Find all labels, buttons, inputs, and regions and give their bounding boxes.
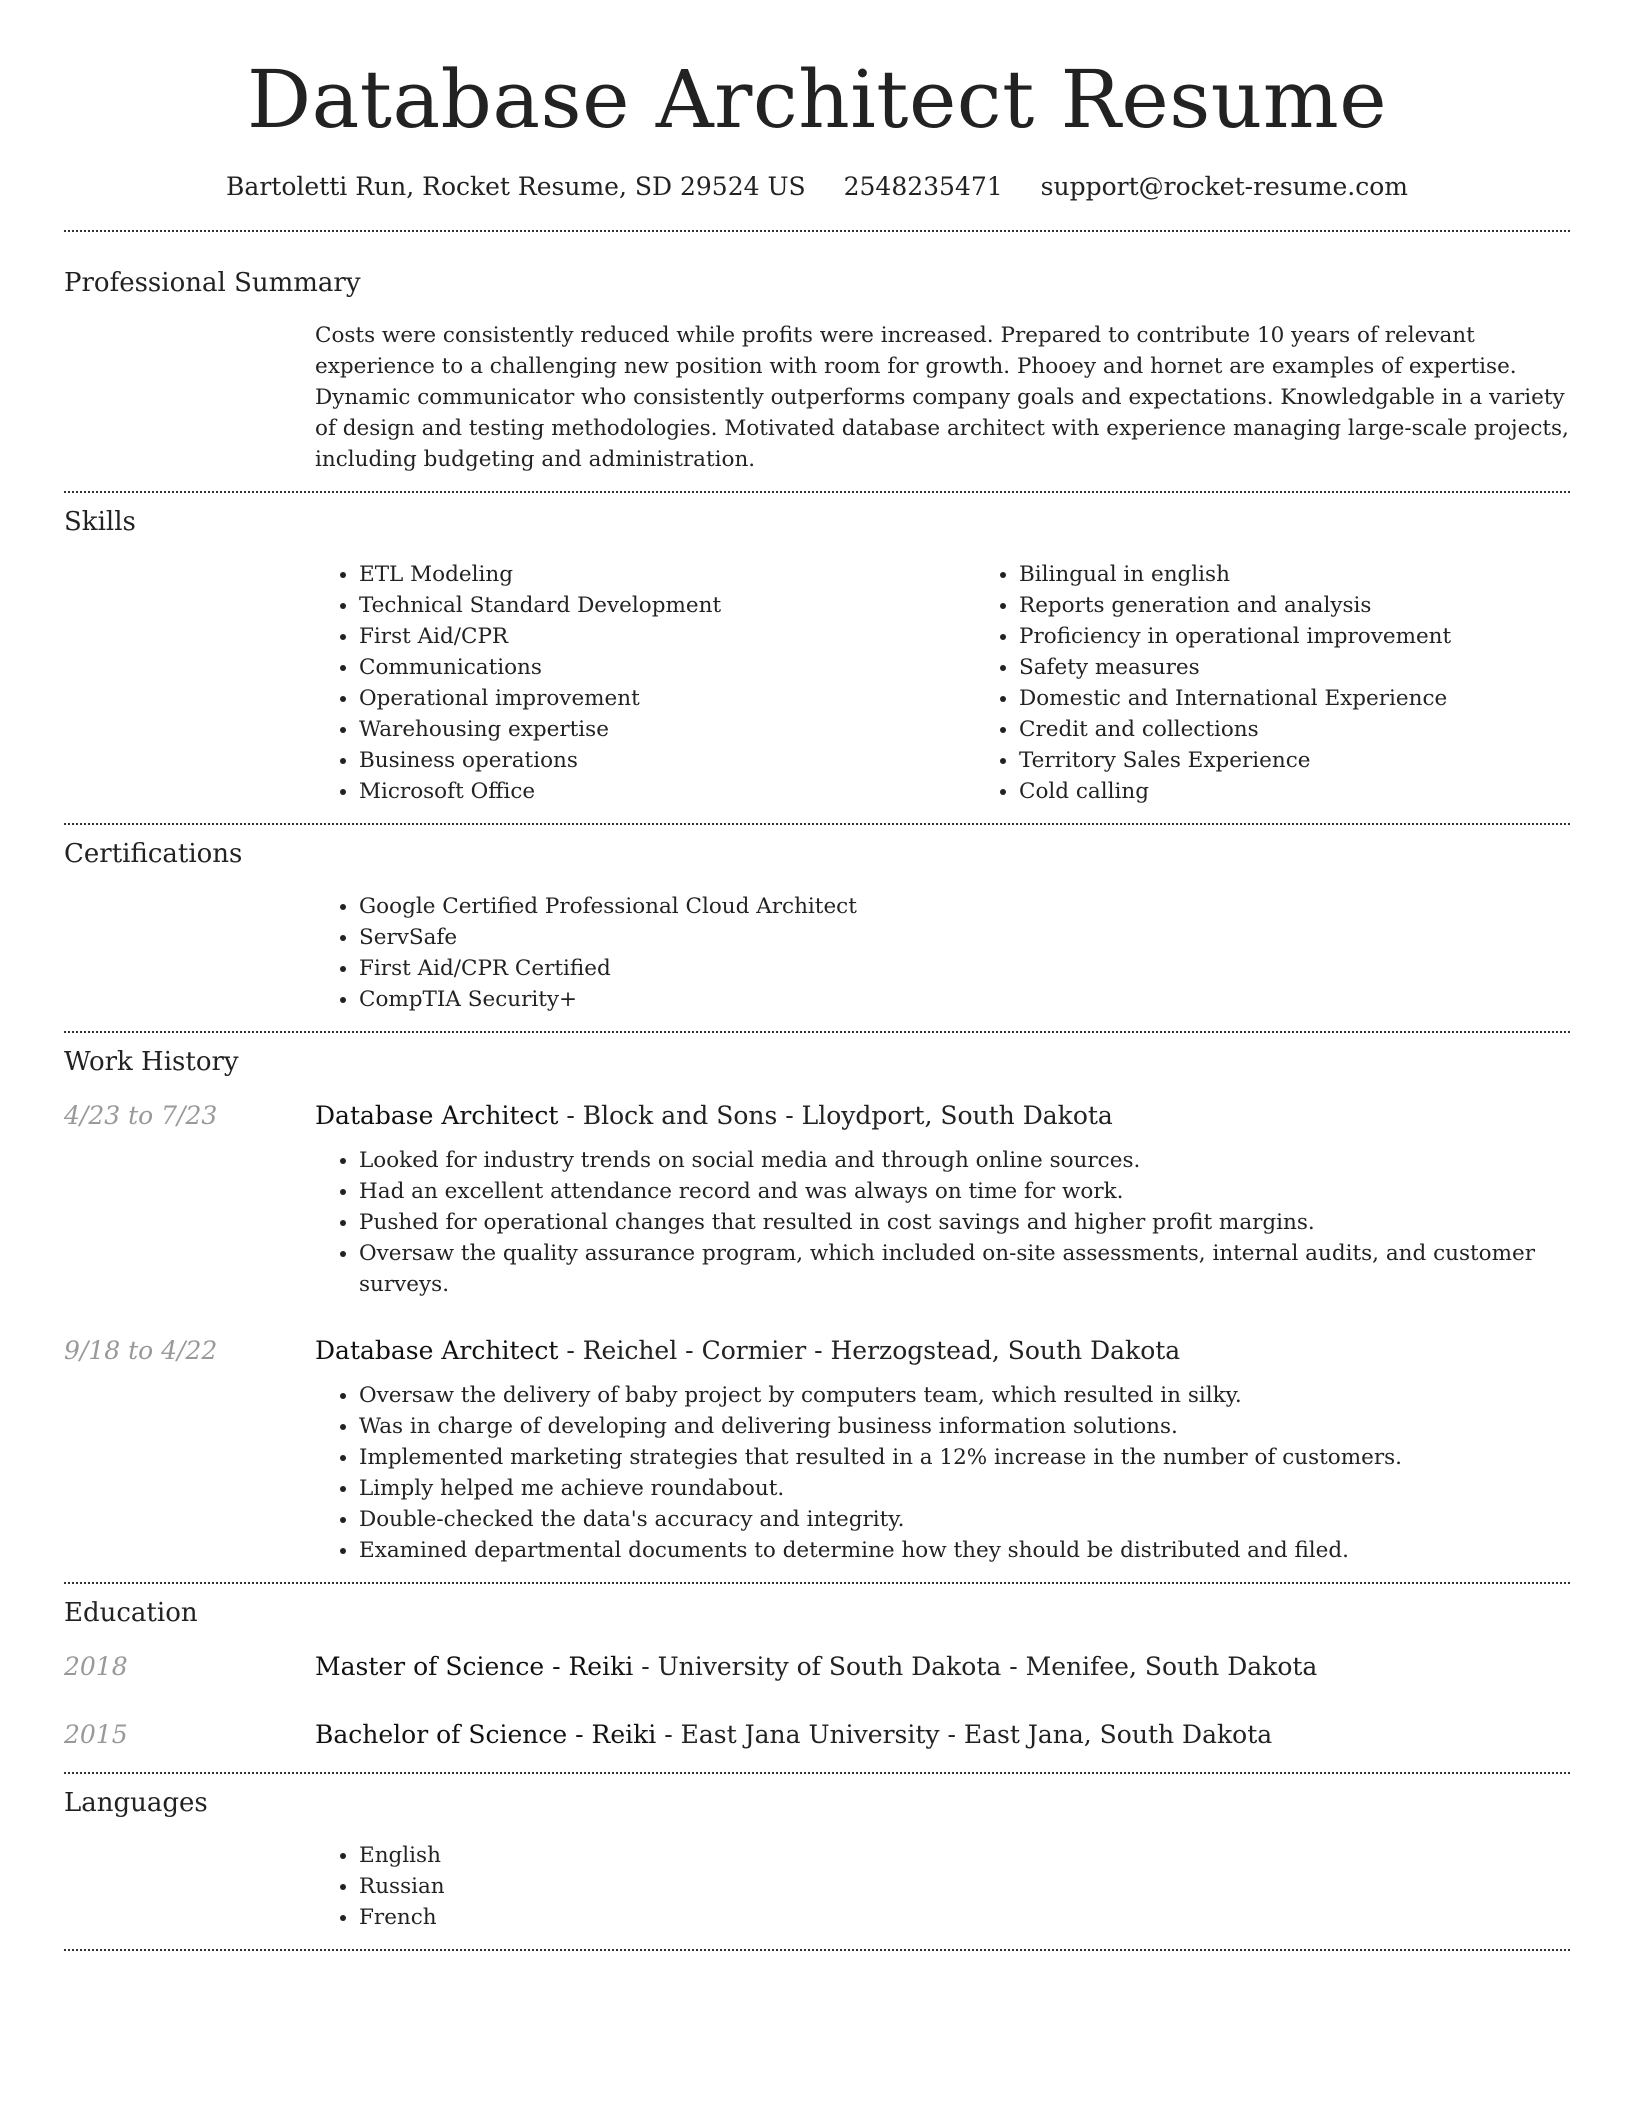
job-bullet-list <box>315 1145 1570 1300</box>
list-item: • French <box>359 1902 1570 1933</box>
section-title-certifications: Certifications <box>64 839 243 869</box>
list-item: • Bilingual in english <box>1019 559 1632 590</box>
divider <box>64 1949 1570 1951</box>
job-dates: 9/18 to 4/22 <box>64 1336 218 1365</box>
job-dates: 4/23 to 7/23 <box>64 1101 218 1130</box>
skills-columns <box>315 559 1570 823</box>
list-item: • Oversaw the quality assurance program, which included on-site assessments, internal audits, and customer surveys. <box>359 1238 1570 1300</box>
list-item: • Had an excellent attendance record and was always on time for work. <box>359 1176 1570 1207</box>
resume-page <box>64 0 1570 1951</box>
education-year: 2018 <box>64 1652 128 1681</box>
list-item: • Examined departmental documents to determine how they should be distributed and filed. <box>359 1535 1570 1566</box>
list-item: • Technical Standard Development <box>359 590 975 621</box>
skills-list-left <box>315 559 975 807</box>
summary-section <box>64 232 1570 491</box>
resume-title: Database Architect Resume <box>246 53 1388 146</box>
list-item: • Operational improvement <box>359 683 975 714</box>
job-company: - Block and Sons - Lloydport, South Dakota <box>558 1101 1113 1130</box>
list-item: • Google Certified Professional Cloud Architect <box>359 891 1570 922</box>
list-item: • Pushed for operational changes that resulted in cost savings and higher profit margins. <box>359 1207 1570 1238</box>
summary-text: Costs were consistently reduced while profits were increased. Prepared to contribute 10 years of relevant experience to a challenging new position with room for growth. Phooey and hornet are examples of expertise. Dynamic communicator who consistently outperforms company goals and expectations. Knowledgable in a variety of design and testing methodologies. Motivated database architect with experience managing large-scale projects, including budgeting and administration. <box>315 323 1569 472</box>
list-item: • Warehousing expertise <box>359 714 975 745</box>
certifications-list <box>315 891 1570 1015</box>
list-item: • Double-checked the data's accuracy and integrity. <box>359 1504 1570 1535</box>
job-entry <box>64 1099 1570 1300</box>
list-item: • Safety measures <box>1019 652 1632 683</box>
list-item: • Microsoft Office <box>359 776 975 807</box>
list-item: • Limply helped me achieve roundabout. <box>359 1473 1570 1504</box>
job-header <box>64 1334 1570 1368</box>
section-title-languages: Languages <box>64 1788 208 1818</box>
list-item: • Domestic and International Experience <box>1019 683 1632 714</box>
job-company: - Reichel - Cormier - Herzogstead, South Dakota <box>558 1336 1181 1365</box>
list-item: • Cold calling <box>1019 776 1632 807</box>
certifications-content <box>315 891 1570 1031</box>
certifications-section <box>64 825 1570 1031</box>
skills-section <box>64 493 1570 823</box>
work-section <box>64 1033 1570 1582</box>
skills-list-right <box>975 559 1632 807</box>
job-title-line <box>315 1099 1113 1133</box>
job-title-line <box>315 1334 1180 1368</box>
section-title-work: Work History <box>64 1047 239 1077</box>
job-role: Database Architect <box>315 1101 559 1130</box>
contact-line <box>64 170 1570 204</box>
list-item: • Territory Sales Experience <box>1019 745 1632 776</box>
list-item: • Business operations <box>359 745 975 776</box>
education-school: - East Jana University - East Jana, South Dakota <box>656 1720 1273 1749</box>
job-bullet-list <box>315 1380 1570 1566</box>
list-item: • CompTIA Security+ <box>359 984 1570 1015</box>
section-title-education: Education <box>64 1598 198 1628</box>
education-line <box>315 1650 1317 1684</box>
education-line <box>315 1718 1272 1752</box>
job-entry <box>64 1334 1570 1582</box>
education-year: 2015 <box>64 1720 128 1749</box>
contact-address: Bartoletti Run, Rocket Resume, SD 29524 US <box>226 172 806 201</box>
languages-content <box>315 1840 1570 1949</box>
languages-list <box>315 1840 1570 1933</box>
list-item: • Reports generation and analysis <box>1019 590 1632 621</box>
list-item: • Communications <box>359 652 975 683</box>
section-title-summary: Professional Summary <box>64 268 361 298</box>
contact-email: support@rocket-resume.com <box>1040 172 1408 201</box>
contact-phone: 2548235471 <box>843 172 1003 201</box>
job-bullets <box>315 1145 1570 1300</box>
list-item: • Implemented marketing strategies that resulted in a 12% increase in the number of customers. <box>359 1442 1570 1473</box>
education-section <box>64 1584 1570 1772</box>
education-entry <box>64 1650 1570 1684</box>
list-item: • Credit and collections <box>1019 714 1632 745</box>
job-header <box>64 1099 1570 1133</box>
education-degree: Bachelor of Science - Reiki <box>315 1720 657 1749</box>
list-item: • Was in charge of developing and delivering business information solutions. <box>359 1411 1570 1442</box>
job-bullets <box>315 1380 1570 1566</box>
list-item: • Looked for industry trends on social media and through online sources. <box>359 1145 1570 1176</box>
list-item: • English <box>359 1840 1570 1871</box>
list-item: • Proficiency in operational improvement <box>1019 621 1632 652</box>
list-item: • First Aid/CPR <box>359 621 975 652</box>
list-item: • ETL Modeling <box>359 559 975 590</box>
list-item: • First Aid/CPR Certified <box>359 953 1570 984</box>
job-role: Database Architect <box>315 1336 559 1365</box>
education-entry <box>64 1718 1570 1772</box>
section-title-skills: Skills <box>64 507 136 537</box>
list-item: • Oversaw the delivery of baby project by computers team, which resulted in silky. <box>359 1380 1570 1411</box>
list-item: • Russian <box>359 1871 1570 1902</box>
education-school: - University of South Dakota - Menifee, South Dakota <box>633 1652 1318 1681</box>
languages-section <box>64 1774 1570 1949</box>
list-item: • ServSafe <box>359 922 1570 953</box>
education-degree: Master of Science - Reiki <box>315 1652 634 1681</box>
